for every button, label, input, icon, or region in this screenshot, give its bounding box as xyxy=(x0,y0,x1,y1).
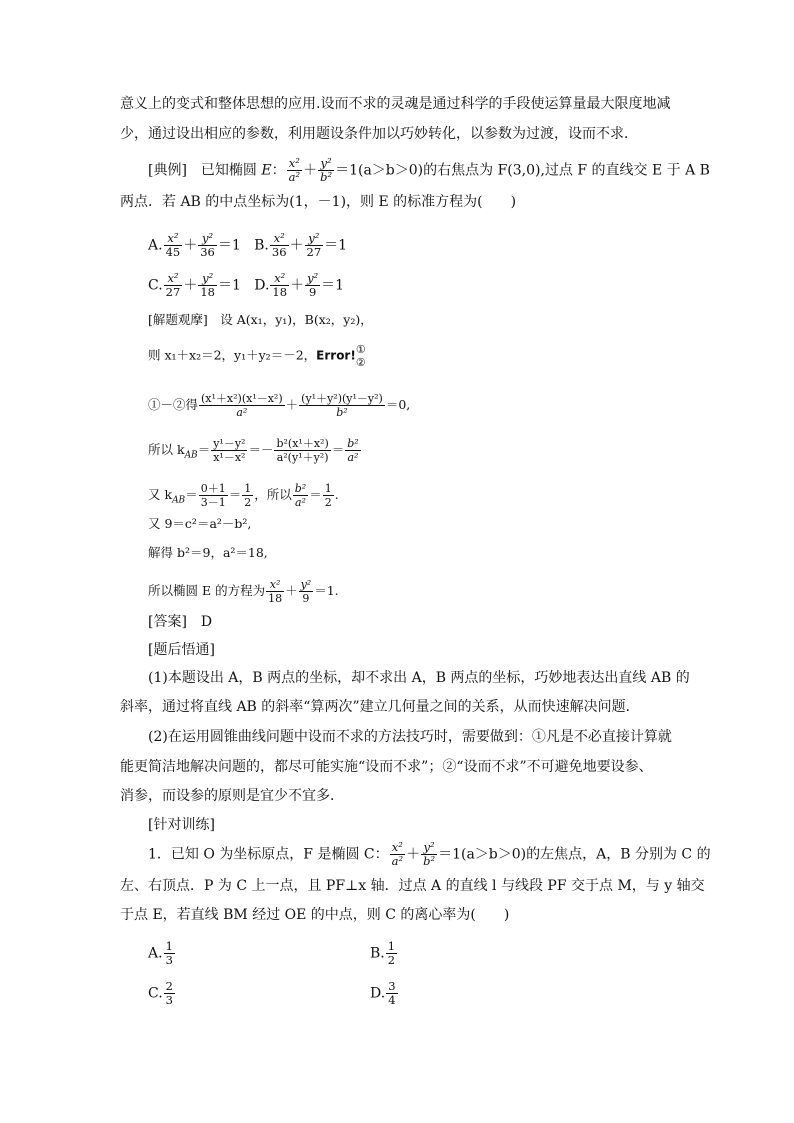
numerator: 2 xyxy=(165,979,173,993)
slope-label-2: 又 k xyxy=(148,487,173,502)
option-c-label: C. xyxy=(148,985,163,1002)
solution-line-6: 又 9＝c²＝a²－b², xyxy=(148,516,252,531)
solution-line-7: 解得 b²＝9，a²＝18, xyxy=(148,545,268,560)
ellipse-name: E xyxy=(261,162,272,179)
numerator: x² xyxy=(287,157,302,171)
denominator: 9 xyxy=(308,285,317,299)
review-p1-line-1: (1)本题设出 A，B 两点的坐标，却不求出 A，B 两点的坐标，巧妙地表达出直线 AB 的 xyxy=(148,670,690,686)
solution-line-2 xyxy=(148,343,366,369)
option-b xyxy=(370,940,398,967)
fraction xyxy=(164,272,183,299)
circle-2: ② xyxy=(355,356,366,369)
numerator: y¹－y² xyxy=(213,437,246,450)
numerator: y² xyxy=(198,232,217,246)
fraction xyxy=(386,940,397,967)
denominator: 18 xyxy=(268,592,283,605)
slope-label: 所以 k xyxy=(148,442,185,457)
denominator: 18 xyxy=(200,285,215,299)
option-c-label: C. xyxy=(148,277,163,294)
numerator: 1 xyxy=(324,482,332,495)
review-p2-line-2: 能更简洁地解决问题的，都尽可能实施“设而不求”；②“设而不求”不可避免地要设参、 xyxy=(120,759,653,775)
fraction xyxy=(386,980,397,1007)
numerator: x² xyxy=(164,232,183,246)
numerator: x² xyxy=(270,272,289,286)
example-options-row-2: C. $\frac{\text{x²}}{27}$ ＋ $\frac{\text{y²}}{18}$ ＝1 D. $\frac{\text{x²}}{18}$ ＋ $\frac{\text{y²}}{9}$ ＝1 xyxy=(148,271,345,299)
example-condition: ＝1(a＞b＞0)的右焦点为 F(3,0),过点 F 的直线交 E 于 A B xyxy=(335,162,710,179)
example-line-2: 两点．若 AB 的中点坐标为(1，－1)，则 E 的标准方程为( ) xyxy=(120,194,517,210)
fraction xyxy=(390,841,405,868)
review-head: [题后悟通] xyxy=(148,642,215,658)
numerator: 3 xyxy=(388,979,396,993)
practice-head: [针对训练] xyxy=(148,817,215,833)
slope-subscript-2: AB xyxy=(172,495,186,506)
denominator: a²(y¹＋y²) xyxy=(276,451,329,464)
fraction xyxy=(287,157,302,184)
numerator: y² xyxy=(300,578,312,591)
denominator: a² xyxy=(288,170,301,184)
numerator: 1 xyxy=(244,482,252,495)
option-d-label: D. xyxy=(370,985,386,1002)
numerator: x² xyxy=(164,272,183,286)
question-text: 1．已知 O 为坐标原点，F 是椭圆 C： xyxy=(148,846,389,863)
denominator: b² xyxy=(336,406,348,419)
error-text: Error! xyxy=(316,348,356,363)
denominator: b² xyxy=(320,170,333,184)
fraction xyxy=(198,232,217,259)
equals-zero: ＝0, xyxy=(385,397,411,412)
numerator: b²(x¹＋x²) xyxy=(276,437,329,450)
numerator: y² xyxy=(198,272,217,286)
denominator: 18 xyxy=(272,285,288,299)
solution-line-4: 所以 $k_{AB}=$ $\frac{\text{y¹－y²}}{\text{x¹－x²}}$ ＝－ $\frac{\text{b²(x¹＋x²)}}{\text{a²(y¹＋y²)}}$ ＝ $\frac{\text{b²}}{\text{a²}}$ xyxy=(148,437,359,464)
circle-1: ① xyxy=(355,343,366,356)
practice-question-line-3: 于点 E，若直线 BM 经过 OE 的中点，则 C 的离心率为( ) xyxy=(120,907,510,923)
fraction xyxy=(199,482,228,509)
numerator: b² xyxy=(294,482,307,495)
colon: ： xyxy=(271,162,286,179)
example-options-row-1: A. $\frac{\text{x²}}{45}$ ＋ $\frac{\text{y²}}{36}$ ＝1 B. $\frac{\text{x²}}{36}$ ＋ $\frac{\text{y²}}{27}$ ＝1 xyxy=(148,231,348,259)
fraction xyxy=(318,157,334,184)
fraction xyxy=(164,940,175,967)
numerator: y² xyxy=(305,232,324,246)
option-d xyxy=(370,980,399,1007)
fraction xyxy=(211,437,247,464)
denominator: 27 xyxy=(165,285,181,299)
denominator: 3 xyxy=(165,953,173,967)
fraction xyxy=(274,437,330,464)
period: . xyxy=(334,487,339,502)
numerator: (y¹＋y²)(y¹－y²) xyxy=(301,392,383,405)
denominator: a² xyxy=(347,451,359,464)
slope-subscript: AB xyxy=(184,450,198,461)
answer: [答案] D xyxy=(148,614,213,630)
fraction xyxy=(299,578,314,605)
option-d-label: D. xyxy=(254,277,270,294)
option-b-tail: ＝1 xyxy=(324,237,348,254)
circled-numbers xyxy=(356,343,366,369)
fraction xyxy=(305,232,324,259)
fraction xyxy=(270,232,289,259)
denominator: 3－1 xyxy=(200,496,226,509)
fraction xyxy=(270,272,289,299)
equation-tail: ＝1. xyxy=(314,583,339,598)
numerator: 0＋1 xyxy=(200,482,226,495)
fraction xyxy=(299,392,385,419)
numerator: y² xyxy=(421,841,437,855)
solution-line-8: 所以椭圆 E 的方程为 $\frac{\text{x²}}{18}$ ＋ $\frac{\text{y²}}{9}$ ＝1. xyxy=(148,578,339,605)
fraction xyxy=(242,482,253,509)
fraction xyxy=(421,841,437,868)
subtract-text: ①－②得 xyxy=(148,397,199,412)
denominator: 2 xyxy=(387,953,396,967)
numerator: (x¹＋x²)(x¹－x²) xyxy=(201,392,283,405)
denominator: b² xyxy=(423,854,436,868)
fraction xyxy=(345,437,360,464)
review-p2-line-3: 消参，而设参的原则是宜少不宜多． xyxy=(120,788,344,804)
denominator: 2 xyxy=(244,496,252,509)
practice-question-line-1: 1．已知 O 为坐标原点，F 是椭圆 C： $\frac{\text{x²}}{\text{a²}}$ ＋ $\frac{\text{y²}}{\text{b²}}$ ＝1(a＞b＞0)的左焦点，A，B 分别为 C 的 xyxy=(148,840,711,868)
intro-line-2: 少，通过设出相应的参数，利用题设条件加以巧妙转化，以参数为过渡，设而不求． xyxy=(120,126,638,142)
numerator: 1 xyxy=(387,939,396,953)
question-tail: ＝1(a＞b＞0)的左焦点，A，B 分别为 C 的 xyxy=(438,846,711,863)
fraction xyxy=(293,482,308,509)
fraction xyxy=(164,232,183,259)
numerator: b² xyxy=(347,437,359,450)
option-b-label: B. xyxy=(254,237,269,254)
option-b-label: B. xyxy=(370,945,385,962)
fraction xyxy=(323,482,334,509)
intro-line-1: 意义上的变式和整体思想的应用.设而不求的灵魂是通过科学的手段使运算量最大限度地减 xyxy=(120,96,671,112)
denominator: 36 xyxy=(200,245,215,259)
example-head: [典例] 已知椭圆 xyxy=(148,162,257,179)
solution-head: [解题观摩] 设 A(x₁，y₁)，B(x₂，y₂)， xyxy=(148,312,373,327)
solution-line-5: 又 $k_{AB}=$ $\frac{0+1}{3-1}$ ＝ $\frac{1}{2}$ ，所以 $\frac{\text{b²}}{\text{a²}}$ ＝ $\frac{1}{2}$ . xyxy=(148,482,339,509)
ellipse-equation-text: 所以椭圆 E 的方程为 xyxy=(148,583,266,598)
denominator: 36 xyxy=(271,245,287,259)
review-p2-line-1: (2)在运用圆锥曲线问题中设而不求的方法技巧时，需要做到：①凡是不必直接计算就 xyxy=(148,729,672,745)
practice-options-row-2 xyxy=(148,979,396,1007)
practice-question-line-2: 左、右顶点．P 为 C 上一点，且 PF⊥x 轴．过点 A 的直线 l 与线段 PF 交于点 M，与 y 轴交 xyxy=(120,878,705,894)
therefore-text: ，所以 xyxy=(254,487,292,502)
fraction xyxy=(198,272,217,299)
review-p1-line-2: 斜率，通过将直线 AB 的斜率“算两次”建立几何量之间的关系，从而快速解决问题． xyxy=(120,699,640,715)
solution-line-3: ①－②得 $\frac{\text{(x¹＋x²)(x¹－x²)}}{\text{a²}}$ ＋ $\frac{\text{(y¹＋y²)(y¹－y²)}}{\text{b²}}$ ＝0, xyxy=(148,392,411,419)
denominator: 2 xyxy=(324,496,332,509)
denominator: 4 xyxy=(388,993,396,1007)
solution-sum-text: 则 x₁＋x₂＝2，y₁＋y₂＝－2， xyxy=(148,347,317,363)
minus-equals: ＝－ xyxy=(248,442,274,457)
option-a-label: A. xyxy=(148,945,163,962)
numerator: x² xyxy=(390,841,405,855)
numerator: 1 xyxy=(165,939,173,953)
denominator: a² xyxy=(236,406,248,419)
denominator: 27 xyxy=(306,245,322,259)
fraction xyxy=(266,578,284,605)
option-a-label: A. xyxy=(148,237,163,254)
option-d-tail: ＝1 xyxy=(321,277,345,294)
fraction xyxy=(199,392,285,419)
denominator: 45 xyxy=(165,245,181,259)
numerator: y² xyxy=(318,157,334,171)
denominator: a² xyxy=(391,854,404,868)
denominator: 9 xyxy=(302,592,310,605)
fraction xyxy=(305,272,320,299)
numerator: y² xyxy=(307,271,319,285)
practice-options-row-1 xyxy=(148,939,396,967)
example-statement: [典例] 已知椭圆 E： $\frac{\text{x²}}{\text{a²}}$ ＋ $\frac{\text{y²}}{\text{b²}}$ ＝1(a＞b＞0)的右焦点为 F(3,0),过点 F 的直线交 E 于 A B xyxy=(148,156,710,184)
numerator: x² xyxy=(270,232,289,246)
denominator: x¹－x² xyxy=(213,451,246,464)
numerator: x² xyxy=(266,578,284,592)
denominator: 3 xyxy=(165,993,173,1007)
fraction xyxy=(164,980,175,1007)
option-c-tail: ＝1 xyxy=(217,277,241,294)
denominator: a² xyxy=(294,496,306,509)
option-a-tail: ＝1 xyxy=(217,237,241,254)
